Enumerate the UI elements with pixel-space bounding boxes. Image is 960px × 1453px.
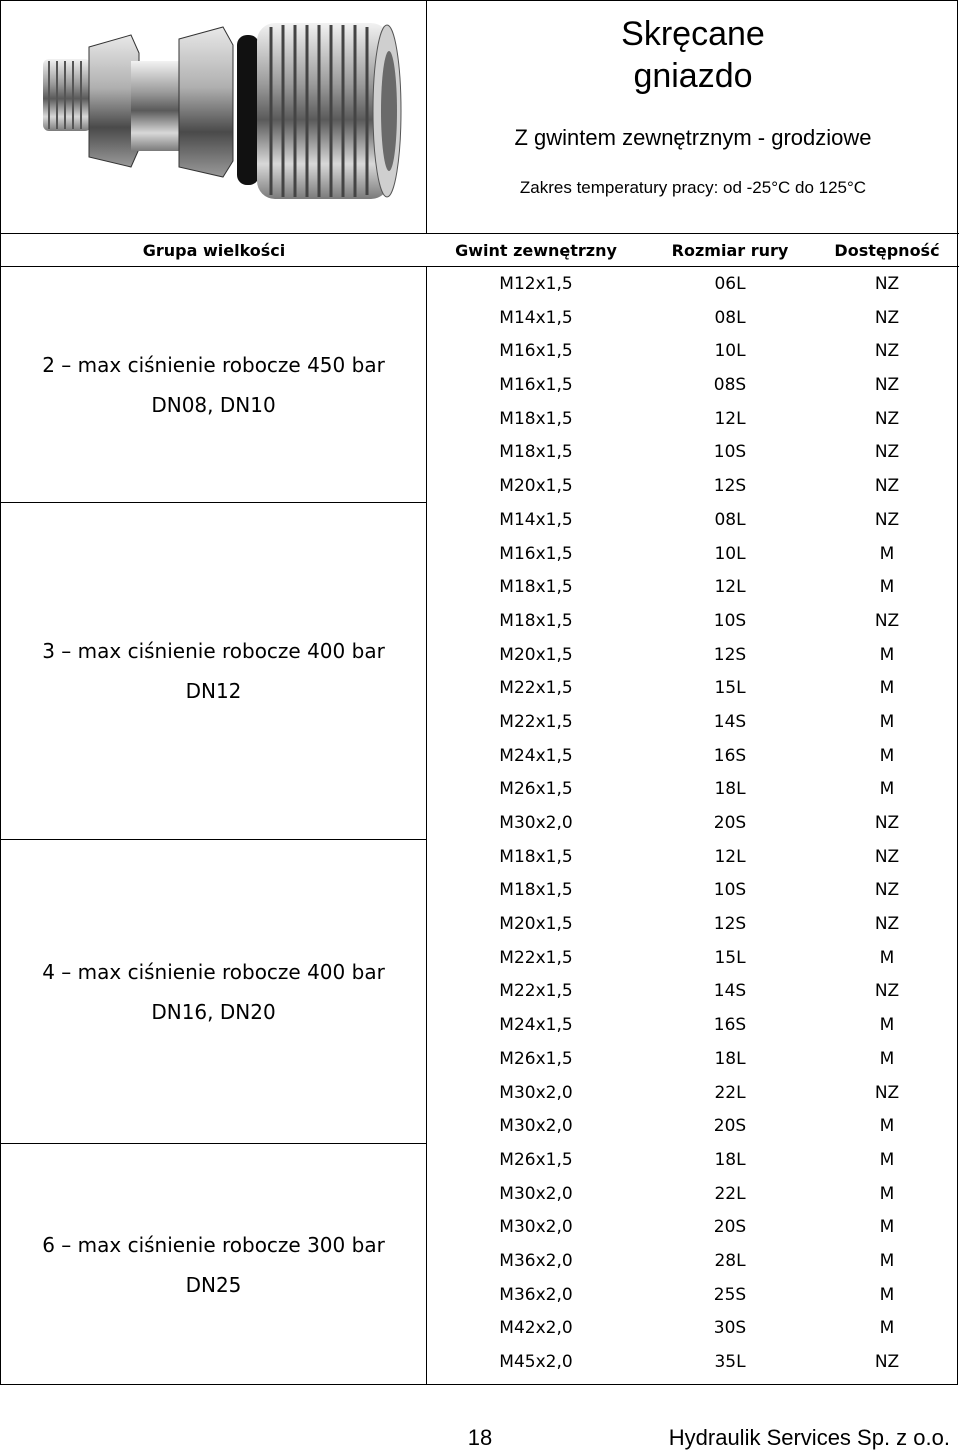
page-title: Skręcane gniazdo <box>621 15 765 95</box>
pipe-size-cell: 12S <box>713 914 747 935</box>
group-dn: DN25 <box>185 1272 242 1297</box>
table-row <box>427 873 959 907</box>
table-row <box>427 1143 959 1177</box>
size-group <box>1 503 427 840</box>
thread-cell: M30x2,0 <box>499 1082 573 1103</box>
thread-cell: M18x1,5 <box>499 846 573 867</box>
subtitle: Z gwintem zewnętrznym - grodziowe <box>514 125 872 150</box>
thread-cell: M26x1,5 <box>499 1149 573 1170</box>
pipe-size-cell: 18L <box>714 1149 746 1170</box>
availability-cell: NZ <box>874 846 900 867</box>
availability-cell: NZ <box>874 914 900 935</box>
pipe-size-cell: 18L <box>714 779 746 800</box>
pipe-size-cell: 10S <box>713 610 747 631</box>
thread-cell: M14x1,5 <box>499 307 573 328</box>
table-row <box>427 1076 959 1110</box>
thread-cell: M30x2,0 <box>499 1217 573 1238</box>
availability-cell: M <box>879 1015 895 1036</box>
availability-cell: NZ <box>874 509 900 530</box>
pipe-size-cell: 10S <box>713 442 747 463</box>
thread-cell: M18x1,5 <box>499 577 573 598</box>
thread-cell: M30x2,0 <box>499 813 573 833</box>
availability-cell: NZ <box>874 1352 900 1372</box>
table-row <box>427 840 959 874</box>
availability-cell: NZ <box>874 442 900 463</box>
table-header <box>1 233 959 267</box>
group-dn: DN16, DN20 <box>151 999 276 1024</box>
table-row <box>427 941 959 975</box>
availability-cell: M <box>879 1116 895 1137</box>
table-row <box>427 570 959 604</box>
size-groups <box>1 267 427 1385</box>
table-row <box>427 435 959 469</box>
thread-cell: M30x2,0 <box>499 1116 573 1137</box>
table-row <box>427 671 959 705</box>
pipe-size-cell: 12S <box>713 644 747 665</box>
pipe-size-cell: 15L <box>714 678 746 699</box>
table-row <box>427 1177 959 1211</box>
availability-cell: M <box>879 1048 895 1069</box>
table-row <box>427 604 959 638</box>
thread-cell: M42x2,0 <box>499 1318 573 1339</box>
thread-cell: M26x1,5 <box>499 1048 573 1069</box>
table-row <box>427 1244 959 1278</box>
group-pressure: 2 – max ciśnienie robocze 450 bar <box>42 352 385 377</box>
pipe-size-cell: 12L <box>714 408 746 429</box>
table-row <box>427 402 959 436</box>
thread-cell: M22x1,5 <box>499 981 573 1002</box>
product-photo <box>1 1 427 233</box>
table-row <box>427 1345 959 1379</box>
pipe-size-cell: 16S <box>713 1015 747 1036</box>
thread-cell: M30x2,0 <box>499 1183 573 1204</box>
thread-cell: M24x1,5 <box>499 1015 573 1036</box>
availability-cell: M <box>879 577 895 598</box>
pipe-size-cell: 15L <box>714 947 746 968</box>
availability-cell: M <box>879 644 895 665</box>
pipe-size-cell: 16S <box>713 745 747 766</box>
availability-cell: NZ <box>874 610 900 631</box>
thread-cell: M36x2,0 <box>499 1284 573 1305</box>
table-row <box>427 1008 959 1042</box>
thread-cell: M36x2,0 <box>499 1250 573 1271</box>
pipe-size-cell: 10L <box>714 341 746 362</box>
group-dn: DN08, DN10 <box>151 392 276 417</box>
availability-cell: M <box>879 1149 895 1170</box>
availability-cell: M <box>879 1217 895 1238</box>
column-header-availability: Dostępność <box>834 241 940 260</box>
size-group <box>1 840 427 1144</box>
availability-cell: NZ <box>874 274 900 294</box>
pipe-size-cell: 35L <box>714 1352 746 1372</box>
pipe-size-cell: 10L <box>714 543 746 564</box>
table-row <box>427 772 959 806</box>
pipe-size-cell: 22L <box>714 1183 746 1204</box>
table-row <box>427 1278 959 1312</box>
pipe-size-cell: 10S <box>713 880 747 901</box>
table-row <box>427 503 959 537</box>
availability-cell: NZ <box>874 880 900 901</box>
availability-cell: M <box>879 1250 895 1271</box>
availability-cell: M <box>879 1318 895 1339</box>
table-rows <box>427 267 959 1379</box>
table-row <box>427 1042 959 1076</box>
column-header-group: Grupa wielkości <box>142 241 286 260</box>
table-row <box>427 368 959 402</box>
thread-cell: M20x1,5 <box>499 476 573 497</box>
column-header-pipe-size: Rozmiar rury <box>671 241 789 260</box>
table-row <box>427 806 959 840</box>
group-pressure: 4 – max ciśnienie robocze 400 bar <box>42 959 385 984</box>
pipe-size-cell: 20S <box>713 813 747 833</box>
column-header-thread: Gwint zewnętrzny <box>455 241 617 260</box>
thread-cell: M18x1,5 <box>499 442 573 463</box>
table-row <box>427 334 959 368</box>
table-row <box>427 469 959 503</box>
pipe-size-cell: 30S <box>713 1318 747 1339</box>
table-row <box>427 1311 959 1345</box>
table-row <box>427 267 959 301</box>
pipe-size-cell: 20S <box>713 1217 747 1238</box>
thread-cell: M18x1,5 <box>499 408 573 429</box>
size-group <box>1 1144 427 1385</box>
availability-cell: M <box>879 1284 895 1305</box>
company-name: Hydraulik Services Sp. z o.o. <box>668 1425 950 1450</box>
availability-cell: NZ <box>874 1082 900 1103</box>
availability-cell: NZ <box>874 307 900 328</box>
thread-cell: M18x1,5 <box>499 880 573 901</box>
table-row <box>427 907 959 941</box>
availability-cell: M <box>879 779 895 800</box>
title-block <box>427 1 959 233</box>
availability-cell: NZ <box>874 476 900 497</box>
thread-cell: M26x1,5 <box>499 779 573 800</box>
thread-cell: M12x1,5 <box>499 274 573 294</box>
thread-cell: M18x1,5 <box>499 610 573 631</box>
pipe-size-cell: 12L <box>714 577 746 598</box>
pipe-size-cell: 25S <box>713 1284 747 1305</box>
thread-cell: M14x1,5 <box>499 509 573 530</box>
availability-cell: NZ <box>874 375 900 396</box>
thread-cell: M20x1,5 <box>499 644 573 665</box>
thread-cell: M22x1,5 <box>499 678 573 699</box>
availability-cell: NZ <box>874 408 900 429</box>
availability-cell: M <box>879 745 895 766</box>
pipe-size-cell: 20S <box>713 1116 747 1137</box>
pipe-size-cell: 14S <box>713 711 747 732</box>
pipe-size-cell: 22L <box>714 1082 746 1103</box>
thread-cell: M22x1,5 <box>499 711 573 732</box>
availability-cell: M <box>879 678 895 699</box>
thread-cell: M22x1,5 <box>499 947 573 968</box>
availability-cell: M <box>879 543 895 564</box>
availability-cell: M <box>879 947 895 968</box>
availability-cell: NZ <box>874 341 900 362</box>
table-row <box>427 739 959 773</box>
pipe-size-cell: 12S <box>713 476 747 497</box>
table-row <box>427 974 959 1008</box>
thread-cell: M16x1,5 <box>499 543 573 564</box>
table-row <box>427 1109 959 1143</box>
pipe-size-cell: 08L <box>714 509 746 530</box>
pipe-size-cell: 14S <box>713 981 747 1002</box>
availability-cell: M <box>879 1183 895 1204</box>
thread-cell: M24x1,5 <box>499 745 573 766</box>
group-dn: DN12 <box>185 679 242 703</box>
availability-cell: M <box>879 711 895 732</box>
table-row <box>427 301 959 335</box>
table-row <box>427 537 959 571</box>
group-pressure: 3 – max ciśnienie robocze 400 bar <box>42 639 385 663</box>
pipe-size-cell: 06L <box>714 274 746 294</box>
temperature-range: Zakres temperatury pracy: od -25°C do 125°C <box>519 178 867 197</box>
size-group <box>1 267 427 503</box>
page-footer <box>0 1385 960 1453</box>
pipe-size-cell: 08S <box>713 375 747 396</box>
table-row <box>427 638 959 672</box>
thread-cell: M45x2,0 <box>499 1352 573 1372</box>
table-row <box>427 1210 959 1244</box>
pipe-size-cell: 28L <box>714 1250 746 1271</box>
group-pressure: 6 – max ciśnienie robocze 300 bar <box>42 1232 385 1257</box>
availability-cell: NZ <box>874 981 900 1002</box>
pipe-size-cell: 08L <box>714 307 746 328</box>
thread-cell: M16x1,5 <box>499 341 573 362</box>
thread-cell: M20x1,5 <box>499 914 573 935</box>
availability-cell: NZ <box>874 813 900 833</box>
pipe-size-cell: 12L <box>714 846 746 867</box>
thread-cell: M16x1,5 <box>499 375 573 396</box>
page-number: 18 <box>467 1425 493 1450</box>
table-row <box>427 705 959 739</box>
pipe-size-cell: 18L <box>714 1048 746 1069</box>
